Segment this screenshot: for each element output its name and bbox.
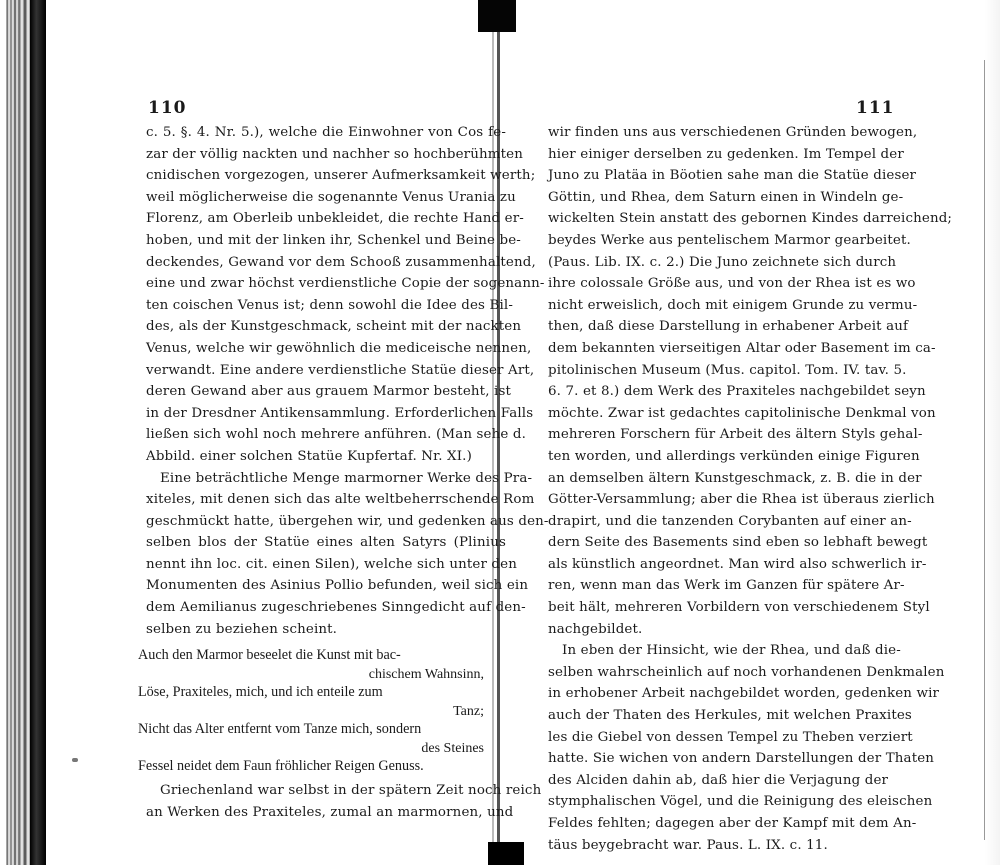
text-line: (Paus. Lib. IX. c. 2.) Die Juno zeichnete sich durch (548, 254, 897, 270)
text-line: des, als der Kunstgeschmack, scheint mit der nackten (146, 319, 522, 335)
text-line: pitolinischen Museum (Mus. capitol. Tom. IV. tav. 5. (548, 362, 907, 378)
text-line: deckendes, Gewand vor dem Schooß zusammenhaltend, (146, 254, 536, 270)
ink-smudge (72, 758, 78, 762)
text-line: Florenz, am Oberleib unbekleidet, die rechte Hand er- (146, 211, 524, 227)
text-line: täus beygebracht war. Paus. L. IX. c. 11. (548, 837, 828, 853)
text-line: beydes Werke aus pentelischem Marmor gearbeitet. (548, 232, 911, 248)
text-line: ren, wenn man das Werk im Ganzen für spätere Ar- (548, 578, 905, 594)
text-line: nennt ihn loc. cit. einen Silen), welche sich unter den (146, 556, 518, 572)
text-line: Götter-Versammlung; aber die Rhea ist überaus zierlich (548, 492, 935, 508)
text-line: then, daß diese Darstellung in erhabener Arbeit auf (548, 319, 909, 335)
text-line: ten coischen Venus ist; denn sowohl die Idee des Bil- (146, 297, 514, 313)
text-line: mehreren Forschern für Arbeit des ältern Styls gehal- (548, 427, 923, 443)
text-line: deren Gewand aber aus grauem Marmor besteht, ist (146, 384, 511, 400)
text-line: als künstlich angeordnet. Man wird also schwerlich ir- (548, 556, 927, 572)
text-line: ten worden, und allerdings verkünden einige Figuren (548, 448, 920, 464)
verse-continuation: Tanz; (453, 704, 484, 719)
text-line: ihre colossale Größe aus, und von der Rhea ist es wo (548, 276, 916, 292)
text-line: xiteles, mit denen sich das alte weltbeherrschende Rom (146, 492, 535, 508)
verse-line: Löse, Praxiteles, mich, und ich enteile zum (138, 684, 383, 700)
text-line: in der Dresdner Antikensammlung. Erforderlichen Falls (146, 405, 534, 421)
text-line: les die Giebel von dessen Tempel zu Theben verziert (548, 729, 913, 745)
page-number-right: 111 (856, 98, 895, 118)
text-line: eine und zwar höchst verdienstliche Copie der sogenann- (146, 276, 545, 292)
right-paragraphs (548, 122, 953, 856)
text-line: geschmückt hatte, übergehen wir, und gedenken aus den- (146, 513, 549, 529)
text-line: cnidischen vorgezogen, unserer Aufmerksamkeit werth; (146, 168, 536, 184)
text-line: an Werken des Praxiteles, zumal an marmornen, und (146, 804, 514, 820)
binding-shadow (30, 0, 46, 865)
verse-continuation: des Steines (421, 741, 484, 756)
verse-continuation: chischem Wahnsinn, (368, 667, 484, 682)
gutter-bottom-shadow (488, 842, 524, 865)
text-line: wickelten Stein anstatt des gebornen Kindes darreichend; (548, 211, 953, 227)
text-line: des Alciden dahin ab, daß hier die Verjagung der (548, 772, 889, 788)
text-line: hoben, und mit der linken ihr, Schenkel und Beine be- (146, 232, 521, 248)
text-line: Eine beträchtliche Menge marmorner Werke des Pra- (160, 470, 533, 486)
page-number-left: 110 (148, 98, 187, 118)
gutter-top-shadow (478, 0, 516, 32)
left-closing-paragraph (146, 780, 542, 823)
text-line: 6. 7. et 8.) dem Werk des Praxiteles nachgebildet seyn (548, 384, 926, 400)
text-line: Monumenten des Asinius Pollio befunden, weil sich ein (146, 578, 529, 594)
text-line: hier einiger derselben zu gedenken. Im Tempel der (548, 146, 904, 162)
text-line: Göttin, und Rhea, dem Saturn einen in Windeln ge- (548, 189, 904, 205)
text-line: dem bekannten vierseitigen Altar oder Basement im ca- (548, 340, 936, 356)
text-line: selben blos der Statüe eines alten Satyrs (Plinius (146, 535, 506, 551)
text-line: hatte. Sie wichen von andern Darstellungen der Thaten (548, 751, 935, 767)
verse-line: Fessel neidet dem Faun fröhlicher Reigen Genuss. (138, 758, 424, 774)
left-paragraphs (146, 122, 549, 640)
verse-line: Nicht das Alter entfernt vom Tanze mich, sondern (138, 721, 422, 737)
text-line: wir finden uns aus verschiedenen Gründen bewogen, (548, 125, 918, 140)
text-line: beit hält, mehreren Vorbildern von verschiedenem Styl (548, 600, 930, 616)
text-line: dern Seite des Basements sind eben so lebhaft bewegt (548, 535, 928, 551)
text-line: zar der völlig nackten und nachher so hochberühmten (146, 146, 523, 162)
text-line: nachgebildet. (548, 621, 643, 637)
text-line: Abbild. einer solchen Statüe Kupfertaf. Nr. XI.) (146, 448, 472, 464)
text-line: c. 5. §. 4. Nr. 5.), welche die Einwohner von Cos fe- (146, 125, 506, 140)
text-line: weil möglicherweise die sogenannte Venus Urania zu (146, 189, 516, 205)
text-line: auch der Thaten des Herkules, mit welchen Praxites (548, 708, 912, 724)
text-line: stymphalischen Vögel, und die Reinigung des eleischen (548, 794, 933, 810)
right-page-edge (985, 0, 1000, 865)
text-line: verwandt. Eine andere verdienstliche Statüe dieser Art, (146, 362, 535, 378)
text-line: Venus, welche wir gewöhnlich die mediceische nennen, (146, 340, 532, 356)
text-line: ließen sich wohl noch mehrere anführen. (Man sehe d. (146, 427, 526, 443)
text-line: nicht erweislich, doch mit einigem Grunde zu vermu- (548, 297, 918, 313)
text-line: drapirt, und die tanzenden Corybanten auf einer an- (548, 513, 912, 529)
text-line: Feldes fehlten; dagegen aber der Kampf mit dem An- (548, 816, 917, 831)
text-line: Griechenland war selbst in der spätern Zeit noch reich (160, 783, 542, 798)
text-line: selben wahrscheinlich auf noch vorhandenen Denkmalen (548, 664, 945, 680)
verse-line: Auch den Marmor beseelet die Kunst mit bac- (138, 647, 401, 663)
text-line: möchte. Zwar ist gedachtes capitolinische Denkmal von (548, 405, 936, 421)
text-line: in erhobener Arbeit nachgebildet worden, gedenken wir (548, 686, 940, 702)
text-line: selben zu beziehen scheint. (146, 621, 338, 637)
text-line: Juno zu Platäa in Böotien sahe man die Statüe dieser (548, 168, 917, 184)
epigram-verse (138, 648, 508, 778)
text-line: In eben der Hinsicht, wie der Rhea, und daß die- (562, 643, 901, 659)
text-line: dem Aemilianus zugeschriebenes Sinngedicht auf den- (146, 600, 526, 616)
text-line: an demselben ältern Kunstgeschmack, z. B. die in der (548, 470, 922, 486)
